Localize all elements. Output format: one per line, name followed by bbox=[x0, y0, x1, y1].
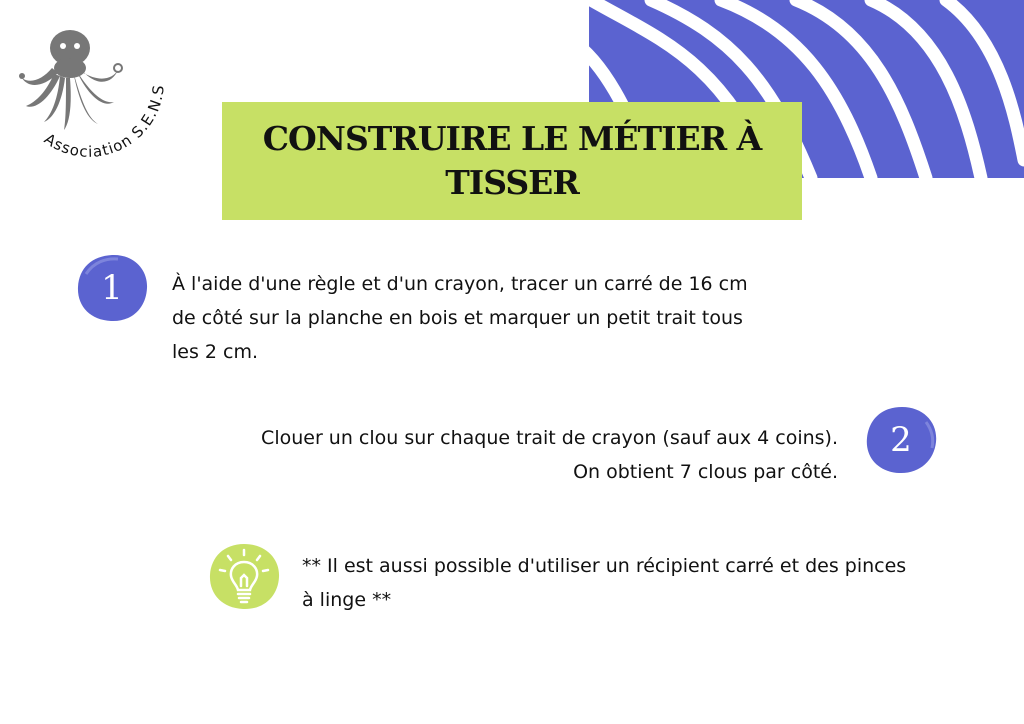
logo-circular-text: Association S.E.N.S bbox=[40, 83, 168, 158]
title-banner bbox=[222, 102, 802, 220]
title-line-2: TISSER bbox=[445, 163, 579, 202]
octopus-icon bbox=[19, 30, 122, 130]
step-2-badge bbox=[862, 404, 940, 476]
step-2-text: Clouer un clou sur chaque trait de crayon (sauf aux 4 coins). On obtient 7 clous par côté. bbox=[261, 427, 838, 483]
title-line-1: CONSTRUIRE LE MÉTIER À bbox=[262, 119, 762, 158]
association-logo bbox=[8, 18, 168, 158]
step-1-badge bbox=[74, 252, 150, 324]
page-title bbox=[252, 117, 772, 205]
step-1-number: 1 bbox=[101, 268, 123, 308]
step-2-number: 2 bbox=[890, 420, 912, 460]
tip-text: ** Il est aussi possible d'utiliser un récipient carré et des pinces à linge ** bbox=[302, 555, 907, 611]
tip-badge bbox=[206, 542, 282, 612]
step-1-text: À l'aide d'une règle et d'un crayon, tracer un carré de 16 cm de côté sur la planche en bois et marquer un petit trait tous les 2 cm. bbox=[172, 273, 748, 363]
